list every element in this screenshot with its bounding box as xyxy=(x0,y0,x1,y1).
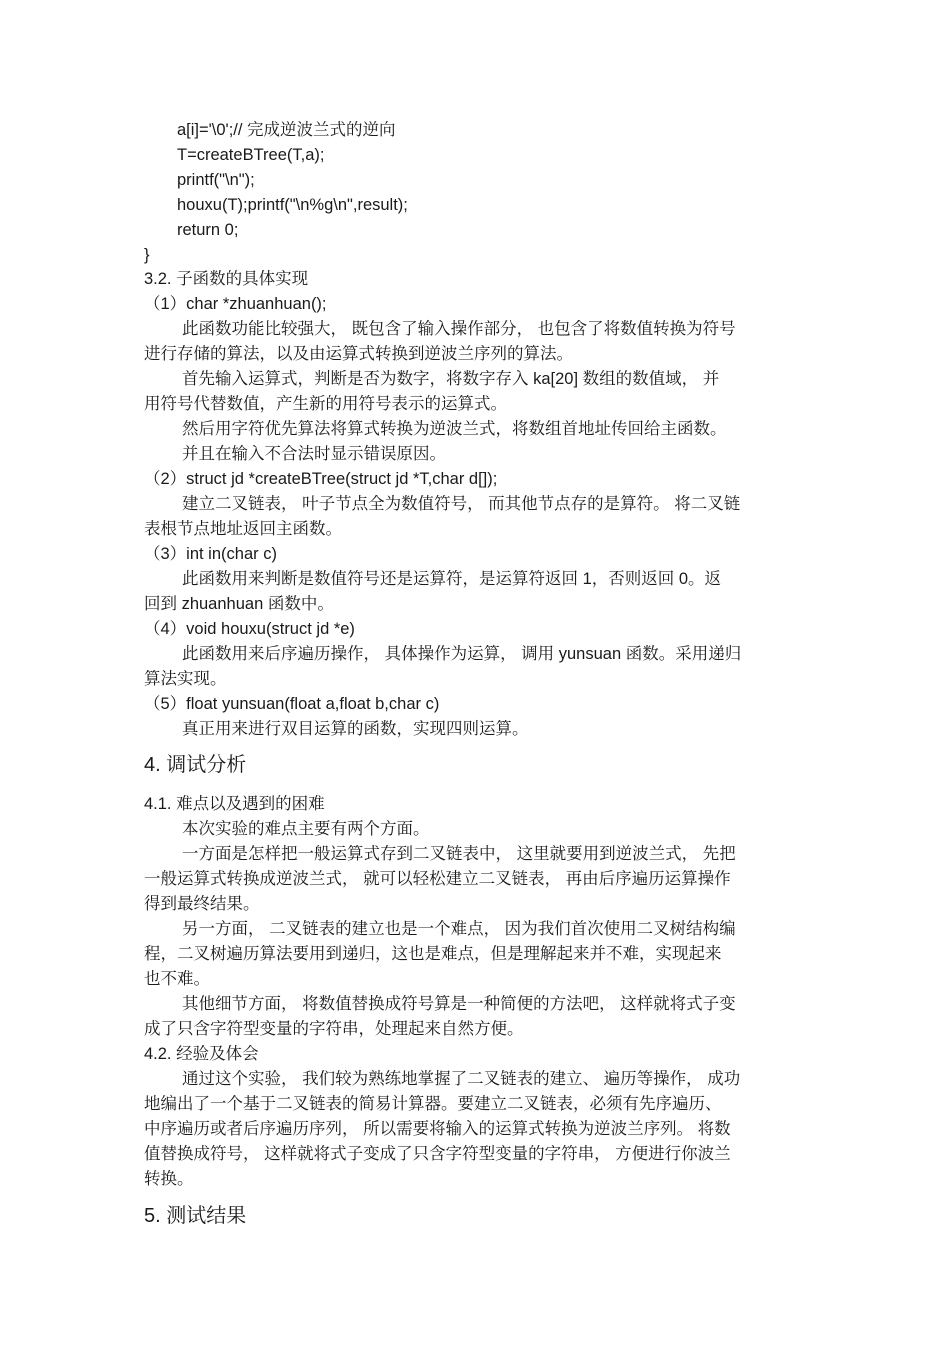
section-heading-4-2: 4.2. 经验及体会 xyxy=(144,1045,259,1063)
paragraph-line: 此函数用来判断是数值符号还是运算符，是运算符返回 1，否则返回 0。返 xyxy=(182,570,722,588)
function-signature: （4）void houxu(struct jd *e) xyxy=(144,620,355,638)
paragraph-line: 建立二叉链表， 叶子节点全为数值符号， 而其他节点存的是算符。 将二叉链 xyxy=(182,495,741,513)
section-heading-4-1: 4.1. 难点以及遇到的困难 xyxy=(144,795,325,813)
function-signature: （5）float yunsuan(float a,float b,char c) xyxy=(144,695,440,713)
paragraph-line: 然后用字符优先算法将算式转换为逆波兰式，将数组首地址传回给主函数。 xyxy=(182,420,727,438)
paragraph-line: 回到 zhuanhuan 函数中。 xyxy=(144,595,334,613)
function-signature: （3）int in(char c) xyxy=(144,545,277,563)
paragraph-line: 此函数功能比较强大， 既包含了输入操作部分， 也包含了将数值转换为符号 xyxy=(182,320,736,338)
paragraph-line: 中序遍历或者后序遍历序列， 所以需要将输入的运算式转换为逆波兰序列。 将数 xyxy=(144,1120,731,1138)
code-line: T=createBTree(T,a); xyxy=(177,146,325,164)
paragraph-line: 首先输入运算式，判断是否为数字，将数字存入 ka[20] 数组的数值域， 并 xyxy=(182,370,720,388)
paragraph-line: 一方面是怎样把一般运算式存到二叉链表中， 这里就要用到逆波兰式， 先把 xyxy=(182,845,736,863)
section-heading-3-2: 3.2. 子函数的具体实现 xyxy=(144,270,309,288)
section-heading-5: 5. 测试结果 xyxy=(144,1205,247,1227)
paragraph-line: 此函数用来后序遍历操作， 具体操作为运算， 调用 yunsuan 函数。采用递归 xyxy=(182,645,742,663)
paragraph-line: 值替换成符号， 这样就将式子变成了只含字符型变量的字符串， 方便进行你波兰 xyxy=(144,1145,731,1163)
paragraph-line: 地编出了一个基于二叉链表的简易计算器。要建立二叉链表，必须有先序遍历、 xyxy=(144,1095,722,1113)
paragraph-line: 一般运算式转换成逆波兰式， 就可以轻松建立二叉链表， 再由后序遍历运算操作 xyxy=(144,870,731,888)
code-line: houxu(T);printf("\n%g\n",result); xyxy=(177,196,408,214)
paragraph-line: 用符号代替数值，产生新的用符号表示的运算式。 xyxy=(144,395,507,413)
code-line: printf("\n"); xyxy=(177,171,255,189)
paragraph-line: 另一方面， 二叉链表的建立也是一个难点， 因为我们首次使用二叉树结构编 xyxy=(182,920,736,938)
paragraph-line: 通过这个实验， 我们较为熟练地掌握了二叉链表的建立、 遍历等操作， 成功 xyxy=(182,1070,741,1088)
code-close-brace: } xyxy=(144,246,150,264)
paragraph-line: 真正用来进行双目运算的函数，实现四则运算。 xyxy=(182,720,529,738)
paragraph-line: 得到最终结果。 xyxy=(144,895,260,913)
code-line: a[i]='\0';// 完成逆波兰式的逆向 xyxy=(177,121,396,139)
paragraph-line: 表根节点地址返回主函数。 xyxy=(144,520,342,538)
paragraph-line: 转换。 xyxy=(144,1170,194,1188)
paragraph-line: 也不难。 xyxy=(144,970,210,988)
paragraph-line: 进行存储的算法，以及由运算式转换到逆波兰序列的算法。 xyxy=(144,345,573,363)
function-signature: （2）struct jd *createBTree(struct jd *T,char d[]); xyxy=(144,470,498,488)
paragraph-line: 本次实验的难点主要有两个方面。 xyxy=(182,820,430,838)
paragraph-line: 并且在输入不合法时显示错误原因。 xyxy=(182,445,446,463)
paragraph-line: 其他细节方面， 将数值替换成符号算是一种简便的方法吧， 这样就将式子变 xyxy=(182,995,736,1013)
section-heading-4: 4. 调试分析 xyxy=(144,754,247,776)
function-signature: （1）char *zhuanhuan(); xyxy=(144,295,327,313)
paragraph-line: 成了只含字符型变量的字符串，处理起来自然方便。 xyxy=(144,1020,524,1038)
paragraph-line: 算法实现。 xyxy=(144,670,227,688)
paragraph-line: 程，二叉树遍历算法要用到递归，这也是难点，但是理解起来并不难，实现起来 xyxy=(144,945,722,963)
code-line: return 0; xyxy=(177,221,239,239)
